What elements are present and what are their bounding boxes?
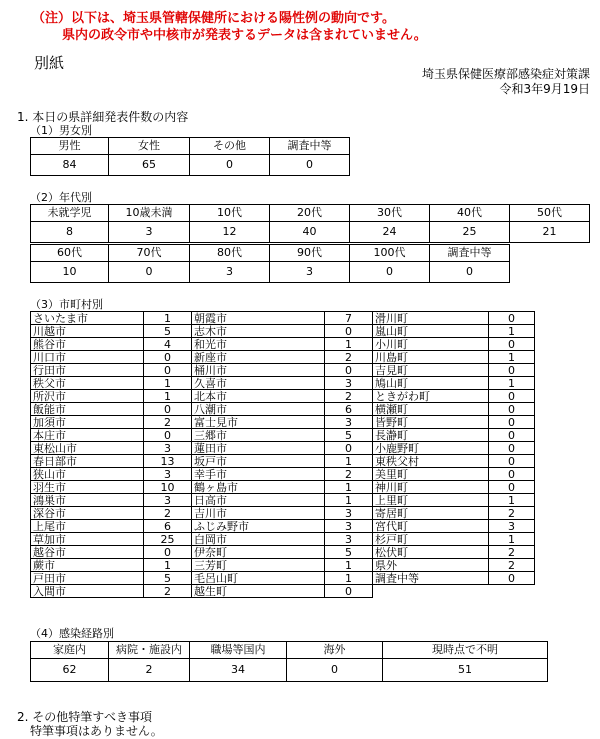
gender-header-male: 男性 (31, 138, 109, 155)
municipality-name: 吉見町 (373, 364, 489, 377)
municipality-name: 朝霞市 (192, 312, 325, 325)
municipality-count: 2 (144, 585, 192, 598)
municipality-count: 3 (144, 442, 192, 455)
municipality-count: 0 (144, 429, 192, 442)
municipality-name: 入間市 (31, 585, 144, 598)
age-value: 12 (190, 222, 270, 243)
municipality-count: 1 (325, 481, 373, 494)
municipality-name: 行田市 (31, 364, 144, 377)
municipality-name: 嵐山町 (373, 325, 489, 338)
table-row (31, 377, 535, 390)
municipality-name: 熊谷市 (31, 338, 144, 351)
municipality-count: 0 (489, 429, 535, 442)
municipality-count: 10 (144, 481, 192, 494)
table-row (31, 533, 535, 546)
municipality-name: 桶川市 (192, 364, 325, 377)
municipality-count: 1 (325, 455, 373, 468)
municipality-name: ときがわ町 (373, 390, 489, 403)
age-table-row1 (30, 204, 590, 243)
municipality-count: 2 (325, 468, 373, 481)
table-row (31, 455, 535, 468)
municipality-name: 小鹿野町 (373, 442, 489, 455)
age-section-label: （2）年代別 (30, 191, 92, 204)
municipality-name: 調査中等 (373, 572, 489, 585)
section-2-body: 特筆事項はありません。 (30, 724, 163, 738)
municipality-count: 0 (325, 442, 373, 455)
municipality-name: 深谷市 (31, 507, 144, 520)
municipality-count: 0 (325, 585, 373, 598)
age-value: 24 (350, 222, 430, 243)
municipality-name: 伊奈町 (192, 546, 325, 559)
municipality-name: 寄居町 (373, 507, 489, 520)
municipality-count: 3 (325, 520, 373, 533)
municipality-count: 3 (325, 416, 373, 429)
municipality-count: 6 (325, 403, 373, 416)
age-header: 90代 (270, 245, 350, 262)
municipality-count: 1 (325, 559, 373, 572)
municipality-count (489, 585, 535, 598)
municipality-count: 7 (325, 312, 373, 325)
gender-value-other: 0 (190, 155, 270, 176)
municipality-count: 5 (144, 572, 192, 585)
municipality-name: 新座市 (192, 351, 325, 364)
municipality-name: 志木市 (192, 325, 325, 338)
age-value: 8 (31, 222, 109, 243)
municipality-name: 戸田市 (31, 572, 144, 585)
municipality-name: さいたま市 (31, 312, 144, 325)
table-row (31, 429, 535, 442)
municipality-count: 0 (144, 351, 192, 364)
age-header: 70代 (109, 245, 190, 262)
municipality-name: 富士見市 (192, 416, 325, 429)
municipality-count: 0 (489, 416, 535, 429)
table-row (31, 390, 535, 403)
municipality-count: 0 (489, 338, 535, 351)
municipality-count: 1 (325, 572, 373, 585)
municipality-name: 羽生市 (31, 481, 144, 494)
municipality-name: 蓮田市 (192, 442, 325, 455)
route-header-workplace: 職場等国内 (190, 642, 287, 659)
gender-header-investigating: 調査中等 (270, 138, 350, 155)
municipality-count: 1 (489, 325, 535, 338)
municipality-count: 0 (489, 390, 535, 403)
municipality-name: 東松山市 (31, 442, 144, 455)
municipality-count: 0 (489, 442, 535, 455)
municipality-count: 1 (489, 533, 535, 546)
municipality-name: 草加市 (31, 533, 144, 546)
municipality-count: 0 (489, 403, 535, 416)
municipality-count: 3 (325, 507, 373, 520)
municipality-count: 2 (489, 559, 535, 572)
municipality-count: 5 (325, 429, 373, 442)
municipality-count: 3 (489, 520, 535, 533)
municipality-name: ふじみ野市 (192, 520, 325, 533)
table-row (31, 520, 535, 533)
table-row (31, 351, 535, 364)
age-header: 10歳未満 (109, 205, 190, 222)
municipality-name: 神川町 (373, 481, 489, 494)
municipality-name: 本庄市 (31, 429, 144, 442)
municipality-count: 0 (325, 325, 373, 338)
section-1-title: 1. 本日の県詳細発表件数の内容 (17, 110, 189, 124)
municipality-count: 0 (325, 364, 373, 377)
age-value: 0 (109, 262, 190, 283)
municipality-name: 小川町 (373, 338, 489, 351)
municipality-name: 上里町 (373, 494, 489, 507)
municipality-name: 久喜市 (192, 377, 325, 390)
municipality-name: 所沢市 (31, 390, 144, 403)
age-header: 調査中等 (430, 245, 510, 262)
municipality-count: 1 (144, 390, 192, 403)
gender-value-investigating: 0 (270, 155, 350, 176)
table-row (31, 403, 535, 416)
gender-section-label: （1）男女別 (30, 124, 92, 137)
municipality-count: 2 (325, 390, 373, 403)
table-row (31, 364, 535, 377)
municipality-count: 2 (325, 351, 373, 364)
municipality-count: 3 (144, 494, 192, 507)
route-value-overseas: 0 (287, 659, 383, 682)
table-row (31, 468, 535, 481)
table-row (31, 481, 535, 494)
age-header: 100代 (350, 245, 430, 262)
route-header-household: 家庭内 (31, 642, 109, 659)
municipality-count: 1 (325, 338, 373, 351)
municipality-count: 0 (489, 572, 535, 585)
municipality-name: 和光市 (192, 338, 325, 351)
age-header: 10代 (190, 205, 270, 222)
municipality-count: 2 (144, 507, 192, 520)
municipality-name: 狭山市 (31, 468, 144, 481)
municipality-count: 13 (144, 455, 192, 468)
route-value-workplace: 34 (190, 659, 287, 682)
municipality-count: 0 (489, 455, 535, 468)
municipality-count: 3 (325, 377, 373, 390)
table-row (31, 585, 535, 598)
age-header: 50代 (510, 205, 590, 222)
age-value: 3 (109, 222, 190, 243)
municipality-name: 飯能市 (31, 403, 144, 416)
municipality-count: 5 (325, 546, 373, 559)
route-value-unknown: 51 (383, 659, 548, 682)
table-row (31, 442, 535, 455)
municipality-count: 0 (144, 546, 192, 559)
age-header: 未就学児 (31, 205, 109, 222)
age-value: 21 (510, 222, 590, 243)
municipality-name: 川越市 (31, 325, 144, 338)
municipality-count: 0 (489, 468, 535, 481)
municipality-name: 皆野町 (373, 416, 489, 429)
municipality-count: 1 (489, 351, 535, 364)
municipality-name: 吉川市 (192, 507, 325, 520)
municipality-name: 宮代町 (373, 520, 489, 533)
municipality-count: 25 (144, 533, 192, 546)
age-value: 3 (190, 262, 270, 283)
table-row (31, 325, 535, 338)
municipality-count: 0 (489, 481, 535, 494)
age-value: 0 (350, 262, 430, 283)
municipality-name: 県外 (373, 559, 489, 572)
route-value-hospital: 2 (109, 659, 190, 682)
gender-value-female: 65 (109, 155, 190, 176)
table-row (31, 559, 535, 572)
municipality-name: 北本市 (192, 390, 325, 403)
municipality-name: 三芳町 (192, 559, 325, 572)
table-row (31, 494, 535, 507)
municipality-count: 3 (325, 533, 373, 546)
municipality-count: 0 (144, 403, 192, 416)
municipality-count: 5 (144, 325, 192, 338)
municipality-name: 越生町 (192, 585, 325, 598)
municipality-name: 越谷市 (31, 546, 144, 559)
issue-date: 令和3年9月19日 (499, 82, 590, 96)
municipality-name: 上尾市 (31, 520, 144, 533)
municipality-count: 2 (489, 507, 535, 520)
table-row (31, 416, 535, 429)
municipality-name: 幸手市 (192, 468, 325, 481)
municipality-name: 蕨市 (31, 559, 144, 572)
table-row (31, 338, 535, 351)
municipality-section-label: （3）市町村別 (30, 298, 103, 311)
age-header: 80代 (190, 245, 270, 262)
municipality-count: 6 (144, 520, 192, 533)
gender-table (30, 137, 350, 176)
route-header-hospital: 病院・施設内 (109, 642, 190, 659)
municipality-count: 2 (144, 416, 192, 429)
municipality-name (373, 585, 489, 598)
municipality-count: 1 (144, 377, 192, 390)
municipality-count: 4 (144, 338, 192, 351)
municipality-count: 1 (325, 494, 373, 507)
age-header: 30代 (350, 205, 430, 222)
municipality-name: 秩父市 (31, 377, 144, 390)
municipality-count: 2 (489, 546, 535, 559)
municipality-name: 三郷市 (192, 429, 325, 442)
table-row (31, 546, 535, 559)
gender-header-other: その他 (190, 138, 270, 155)
municipality-name: 毛呂山町 (192, 572, 325, 585)
municipality-name: 春日部市 (31, 455, 144, 468)
age-header: 60代 (31, 245, 109, 262)
age-value: 3 (270, 262, 350, 283)
age-value: 10 (31, 262, 109, 283)
note-line-2: 県内の政令市や中核市が発表するデータは含まれていません。 (62, 28, 427, 43)
route-header-unknown: 現時点で不明 (383, 642, 548, 659)
document-label: 別紙 (34, 54, 65, 72)
municipality-name: 杉戸町 (373, 533, 489, 546)
route-section-label: （4）感染経路別 (30, 627, 114, 640)
section-2-title: 2. その他特筆すべき事項 (17, 710, 153, 724)
table-row (31, 312, 535, 325)
municipality-name: 八潮市 (192, 403, 325, 416)
municipality-name: 加須市 (31, 416, 144, 429)
municipality-name: 鳩山町 (373, 377, 489, 390)
age-header: 20代 (270, 205, 350, 222)
gender-value-male: 84 (31, 155, 109, 176)
table-row (31, 507, 535, 520)
municipality-name: 松伏町 (373, 546, 489, 559)
municipality-count: 1 (489, 377, 535, 390)
municipality-table (30, 311, 535, 598)
municipality-count: 0 (489, 364, 535, 377)
municipality-name: 川島町 (373, 351, 489, 364)
municipality-name: 坂戸市 (192, 455, 325, 468)
age-value: 25 (430, 222, 510, 243)
route-table (30, 641, 548, 682)
table-row (31, 572, 535, 585)
municipality-count: 1 (144, 312, 192, 325)
route-value-household: 62 (31, 659, 109, 682)
municipality-name: 東秩父村 (373, 455, 489, 468)
age-value: 0 (430, 262, 510, 283)
municipality-count: 0 (144, 364, 192, 377)
municipality-count: 1 (144, 559, 192, 572)
municipality-count: 0 (489, 312, 535, 325)
municipality-name: 鴻巣市 (31, 494, 144, 507)
age-table-row2 (30, 244, 510, 283)
municipality-name: 長瀞町 (373, 429, 489, 442)
gender-header-female: 女性 (109, 138, 190, 155)
municipality-count: 3 (144, 468, 192, 481)
municipality-name: 鶴ヶ島市 (192, 481, 325, 494)
municipality-name: 美里町 (373, 468, 489, 481)
note-line-1: （注）以下は、埼玉県管轄保健所における陽性例の動向です。 (32, 11, 395, 26)
municipality-name: 川口市 (31, 351, 144, 364)
municipality-name: 横瀬町 (373, 403, 489, 416)
municipality-name: 日高市 (192, 494, 325, 507)
age-value: 40 (270, 222, 350, 243)
issuer-department: 埼玉県保健医療部感染症対策課 (421, 67, 590, 81)
municipality-name: 白岡市 (192, 533, 325, 546)
age-header: 40代 (430, 205, 510, 222)
municipality-name: 滑川町 (373, 312, 489, 325)
route-header-overseas: 海外 (287, 642, 383, 659)
municipality-count: 1 (489, 494, 535, 507)
